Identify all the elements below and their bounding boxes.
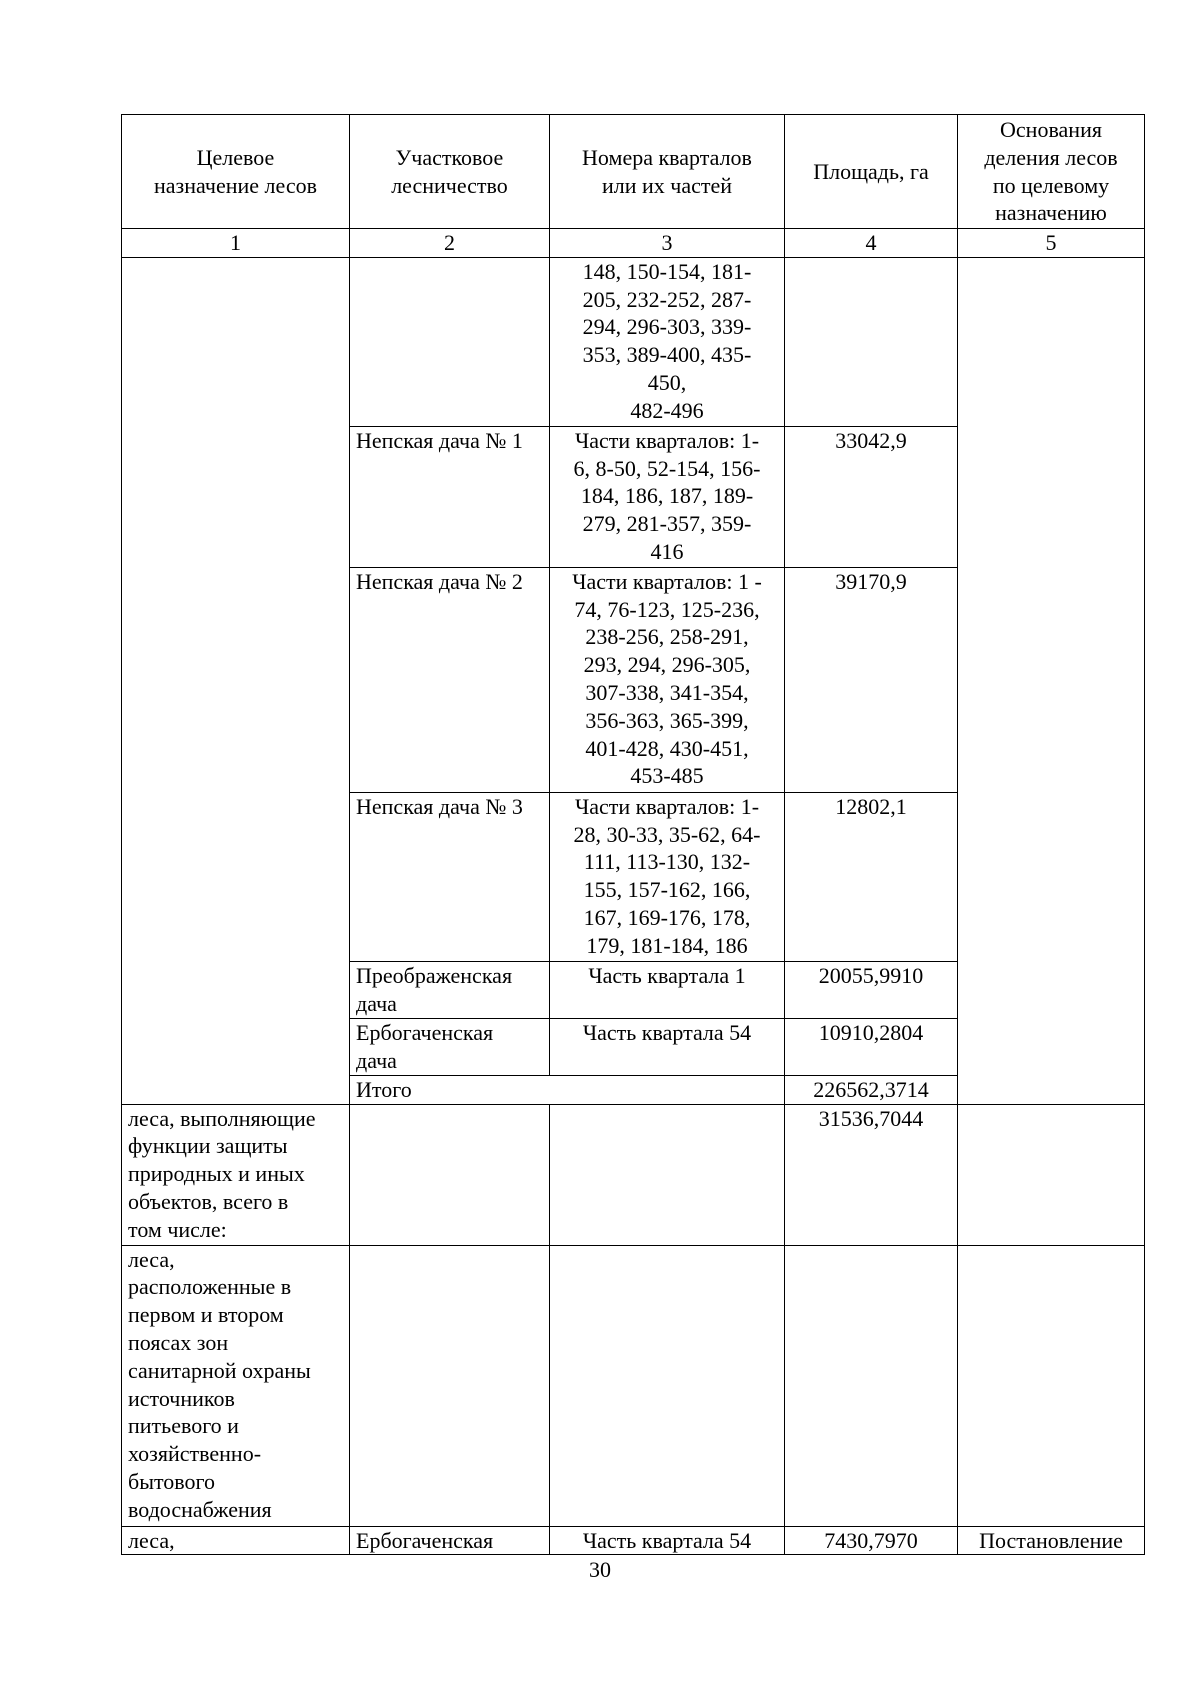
forestry-cell: Ербогаченская дача [350, 1018, 550, 1075]
table-header-row [122, 115, 1145, 229]
area-cell-empty [785, 257, 958, 426]
quarters-cell: Части кварталов: 1- 6, 8-50, 52-154, 156- 184, 186, 187, 189- 279, 281-357, 359- 416 [550, 426, 785, 567]
basis-cell-empty [958, 257, 1145, 1104]
header-purpose: Целевое назначение лесов [122, 115, 350, 229]
quarters-cell: Части кварталов: 1- 28, 30-33, 35-62, 64- 111, 113-130, 132- 155, 157-162, 166, 167, 169-176, 178, 179, 181-184, 186 [550, 792, 785, 961]
column-number: 4 [785, 229, 958, 258]
area-cell: 31536,7044 [785, 1104, 958, 1245]
quarters-cell: Часть квартала 1 [550, 961, 785, 1018]
purpose-cell-empty [122, 257, 350, 1104]
total-label: Итого [350, 1075, 785, 1104]
area-cell: 10910,2804 [785, 1018, 958, 1075]
quarters-cell: 148, 150-154, 181- 205, 232-252, 287- 294, 296-303, 339- 353, 389-400, 435- 450, 482-496 [550, 257, 785, 426]
forestry-cell-empty [350, 1104, 550, 1245]
area-cell: 7430,7970 [785, 1526, 958, 1555]
header-basis: Основания деления лесов по целевому назначению [958, 115, 1145, 229]
quarters-cell-empty [550, 1104, 785, 1245]
header-forestry: Участковое лесничество [350, 115, 550, 229]
forestry-cell: Преображенская дача [350, 961, 550, 1018]
basis-cell-empty [958, 1104, 1145, 1245]
forestry-cell: Непская дача № 1 [350, 426, 550, 567]
quarters-cell: Части кварталов: 1 - 74, 76-123, 125-236, 238-256, 258-291, 293, 294, 296-305, 307-338, 341-354, 356-363, 365-399, 401-428, 430-451, 453-485 [550, 567, 785, 792]
area-cell: 12802,1 [785, 792, 958, 961]
table-row [122, 1526, 1145, 1555]
area-cell: 20055,9910 [785, 961, 958, 1018]
forestry-cell-empty [350, 1245, 550, 1526]
purpose-cell: леса, расположенные в первом и втором поясах зон санитарной охраны источников питьевого и хозяйственно- бытового водоснабжения [122, 1245, 350, 1526]
total-area: 226562,3714 [785, 1075, 958, 1104]
purpose-cell: леса, [122, 1526, 350, 1555]
forest-allocation-table [121, 114, 1145, 1555]
column-number: 5 [958, 229, 1145, 258]
quarters-cell: Часть квартала 54 [550, 1526, 785, 1555]
column-number: 1 [122, 229, 350, 258]
column-number-row [122, 229, 1145, 258]
area-cell: 39170,9 [785, 567, 958, 792]
quarters-cell-empty [550, 1245, 785, 1526]
area-cell: 33042,9 [785, 426, 958, 567]
forestry-cell: Ербогаченская [350, 1526, 550, 1555]
table-row [122, 1104, 1145, 1245]
forestry-cell-empty [350, 257, 550, 426]
area-cell-empty [785, 1245, 958, 1526]
header-quarters: Номера кварталов или их частей [550, 115, 785, 229]
purpose-cell: леса, выполняющие функции защиты природных и иных объектов, всего в том числе: [122, 1104, 350, 1245]
table-row [122, 257, 1145, 426]
column-number: 3 [550, 229, 785, 258]
column-number: 2 [350, 229, 550, 258]
header-area: Площадь, га [785, 115, 958, 229]
forestry-cell: Непская дача № 2 [350, 567, 550, 792]
basis-cell: Постановление [958, 1526, 1145, 1555]
page-number: 30 [589, 1557, 611, 1582]
table-row [122, 1245, 1145, 1526]
quarters-cell: Часть квартала 54 [550, 1018, 785, 1075]
forestry-cell: Непская дача № 3 [350, 792, 550, 961]
basis-cell-empty [958, 1245, 1145, 1526]
